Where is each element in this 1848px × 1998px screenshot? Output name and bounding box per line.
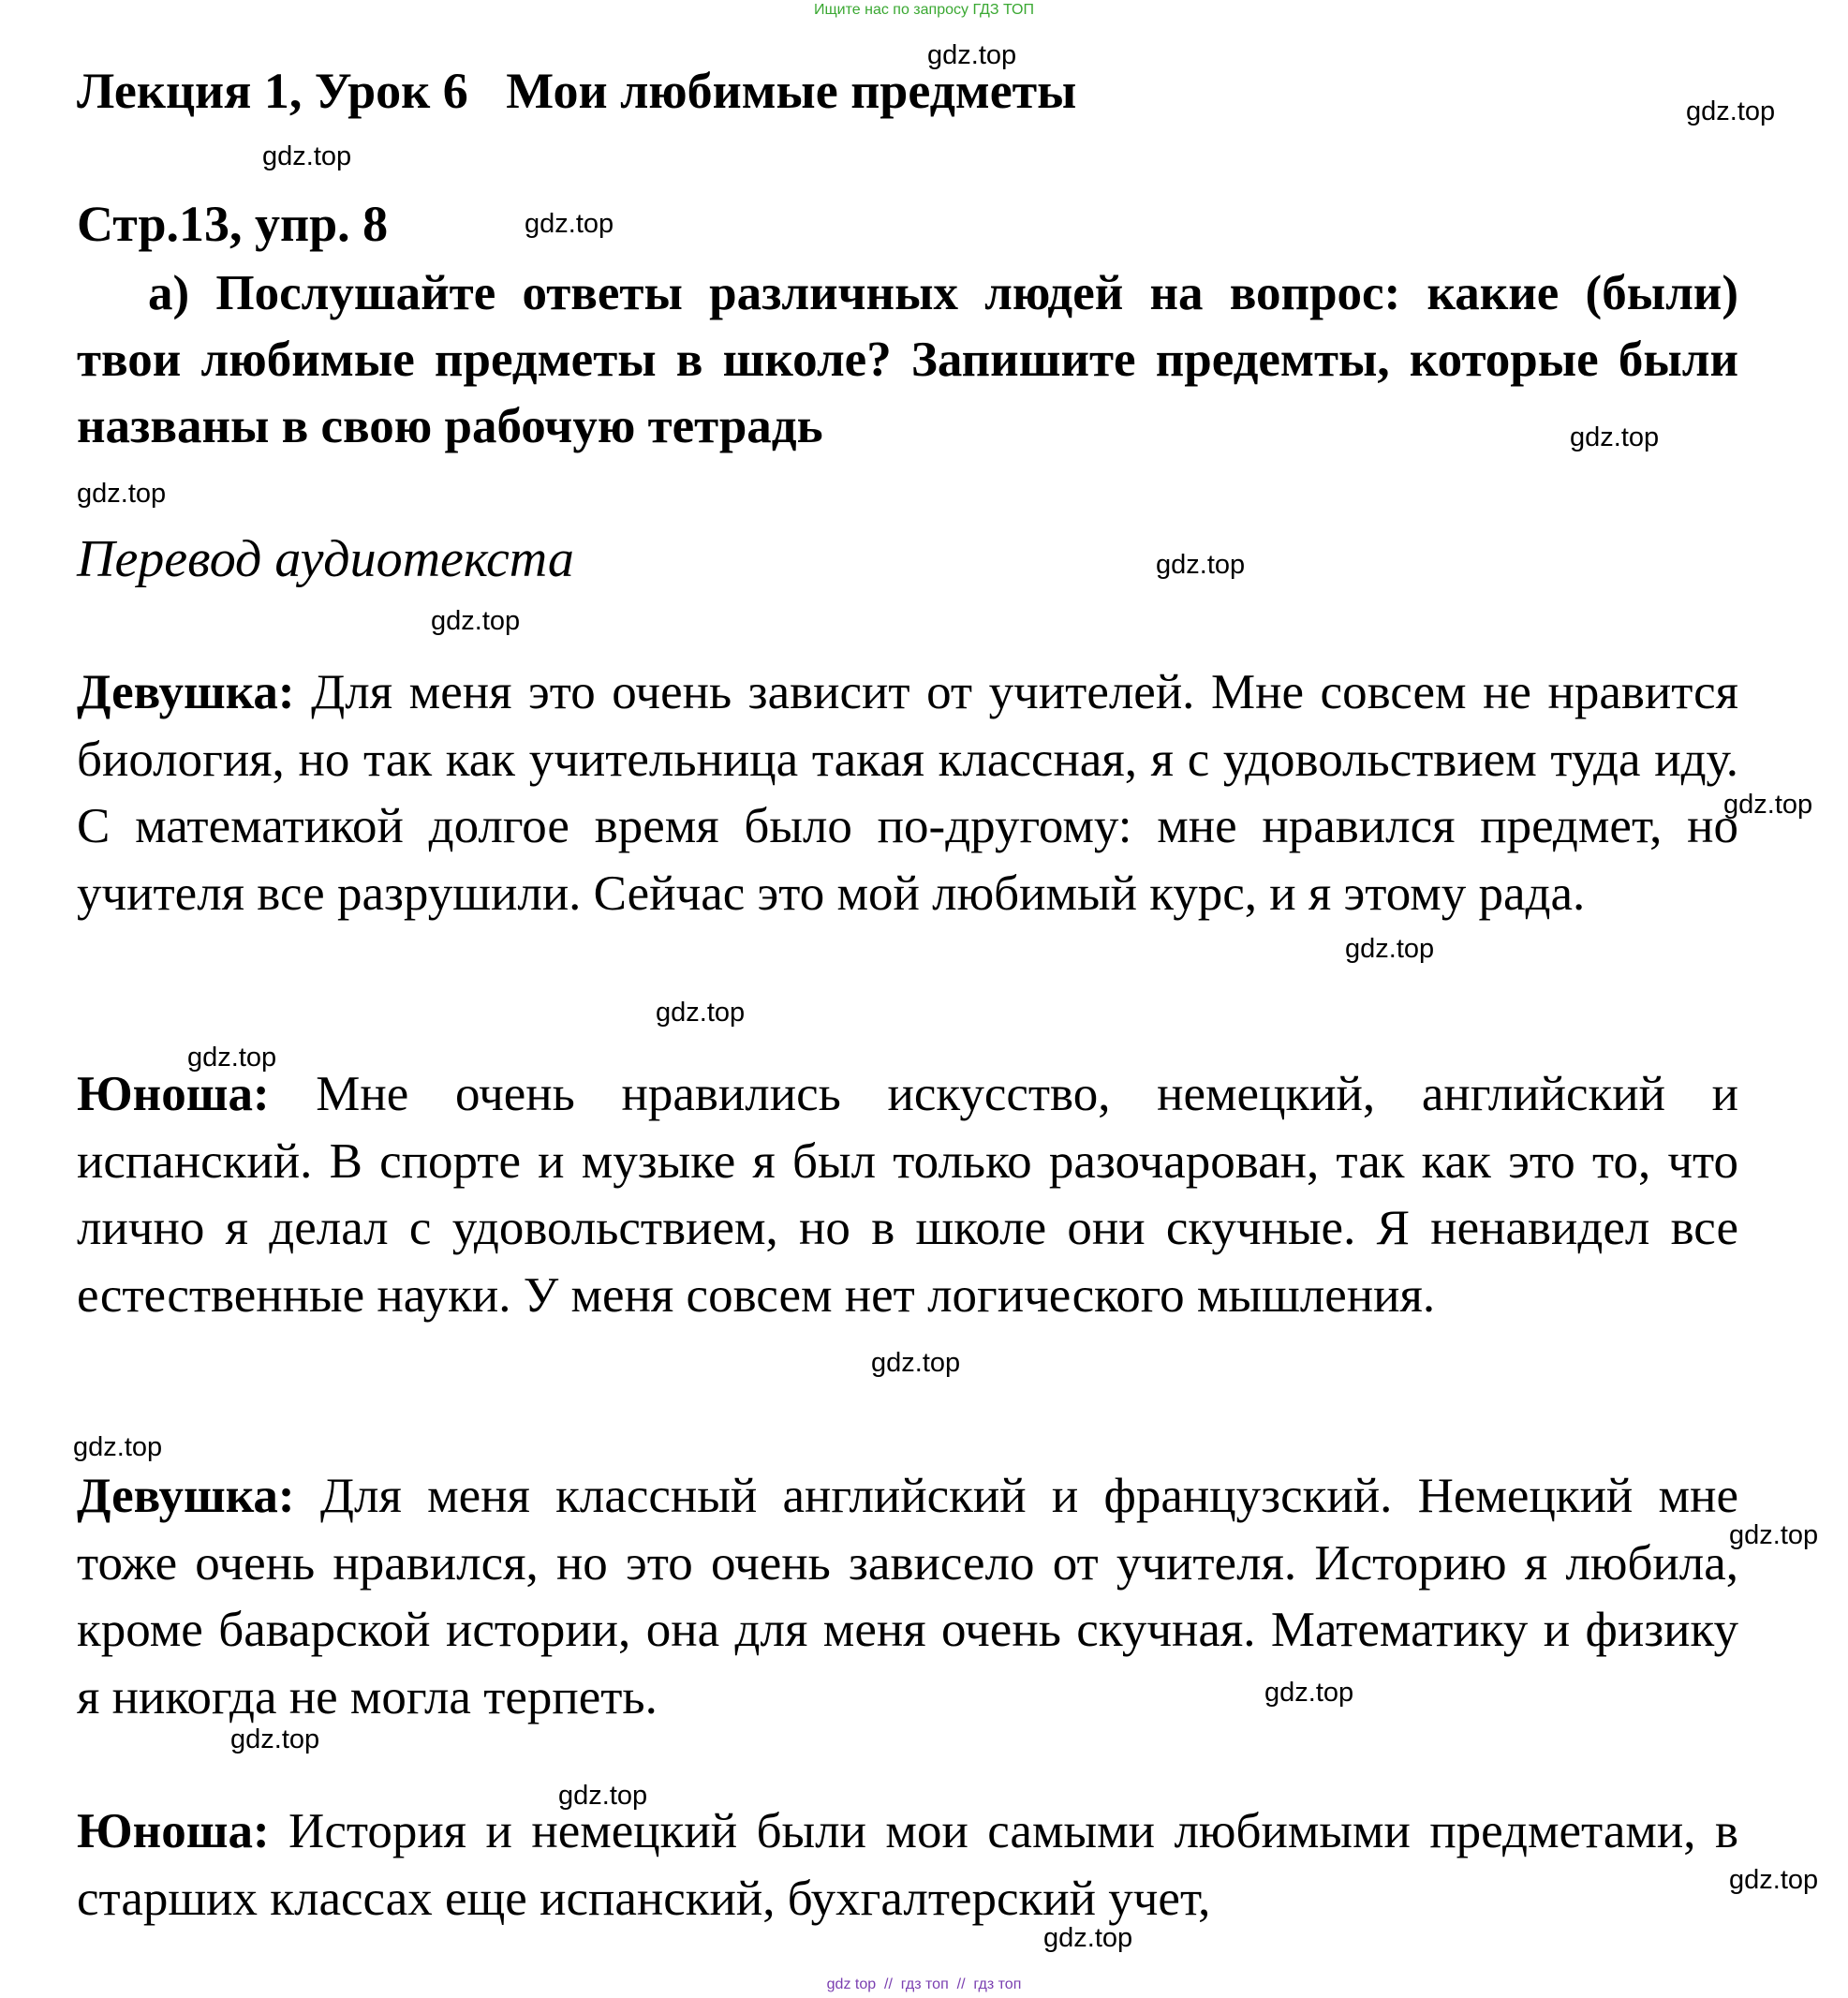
page-title: Лекция 1, Урок 6 Мои любимые предметы bbox=[77, 63, 1077, 119]
speaker-label: Юноша: bbox=[77, 1804, 270, 1858]
watermark: gdz.top bbox=[1156, 550, 1246, 580]
watermark: gdz.top bbox=[187, 1043, 277, 1073]
speaker-label: Юноша: bbox=[77, 1067, 270, 1121]
watermark: gdz.top bbox=[262, 141, 352, 171]
dialogue-text: Мне очень нравились искусство, немецкий, английский и испанский. В спорте и музыке я был только разочарован, так как это то, что лично я делал с удовольствием, но в школе они скучные. Я ненавидел все естественные науки. У меня совсем нет логического мышления. bbox=[77, 1067, 1738, 1323]
dialogue-text: Для меня классный английский и французский. Немецкий мне тоже очень нравился, но это очень зависело от учителя. Историю я любила, кроме баварской истории, она для меня очень скучная. Математику и физику я никогда не могла терпеть. bbox=[77, 1469, 1738, 1724]
watermark: gdz.top bbox=[1570, 422, 1660, 452]
dialogue-paragraph bbox=[77, 659, 1738, 927]
speaker-label: Девушка: bbox=[77, 1469, 295, 1523]
watermark: gdz.top bbox=[1043, 1923, 1133, 1953]
top-banner: Ищите нас по запросу ГДЗ ТОП bbox=[814, 2, 1034, 18]
task-instructions: а) Послушайте ответы различных людей на вопрос: какие (были) твои любимые предметы в школе? Запишите предемты, которые были названы в свою рабочую тетрадь bbox=[77, 266, 1738, 453]
watermark: gdz.top bbox=[656, 998, 746, 1028]
exercise-reference: Стр.13, упр. 8 bbox=[77, 196, 389, 252]
watermark: gdz.top bbox=[1729, 1865, 1819, 1895]
watermark: gdz.top bbox=[525, 209, 614, 239]
bottom-banner: gdz top // гдз топ // гдз топ bbox=[826, 1976, 1022, 1992]
watermark: gdz.top bbox=[431, 606, 521, 636]
watermark: gdz.top bbox=[558, 1781, 648, 1811]
speaker-label: Девушка: bbox=[77, 665, 295, 719]
dialogue-text: История и немецкий были мои самыми любимыми предметами, в старших классах еще испанский, бухгалтерский учет, bbox=[77, 1804, 1738, 1926]
watermark: gdz.top bbox=[1686, 96, 1776, 126]
section-subtitle: Перевод аудиотекста bbox=[77, 530, 574, 588]
dialogue-paragraph bbox=[77, 1798, 1738, 1932]
watermark: gdz.top bbox=[1264, 1678, 1354, 1708]
watermark: gdz.top bbox=[73, 1432, 163, 1462]
watermark: gdz.top bbox=[1345, 934, 1435, 964]
watermark: gdz.top bbox=[77, 479, 167, 509]
watermark: gdz.top bbox=[1729, 1520, 1819, 1550]
dialogue-paragraph bbox=[77, 1061, 1738, 1329]
watermark: gdz.top bbox=[927, 40, 1017, 70]
watermark: gdz.top bbox=[230, 1724, 320, 1754]
dialogue-paragraph bbox=[77, 1463, 1738, 1731]
watermark: gdz.top bbox=[1723, 790, 1813, 820]
watermark: gdz.top bbox=[871, 1348, 961, 1378]
dialogue-text: Для меня это очень зависит от учителей. Мне совсем не нравится биология, но так как учительница такая классная, я с удовольствием туда иду. С математикой долгое время было по-другому: мне нравился предмет, но учителя все разрушили. Сейчас это мой любимый курс, и я этому рада. bbox=[77, 665, 1738, 921]
